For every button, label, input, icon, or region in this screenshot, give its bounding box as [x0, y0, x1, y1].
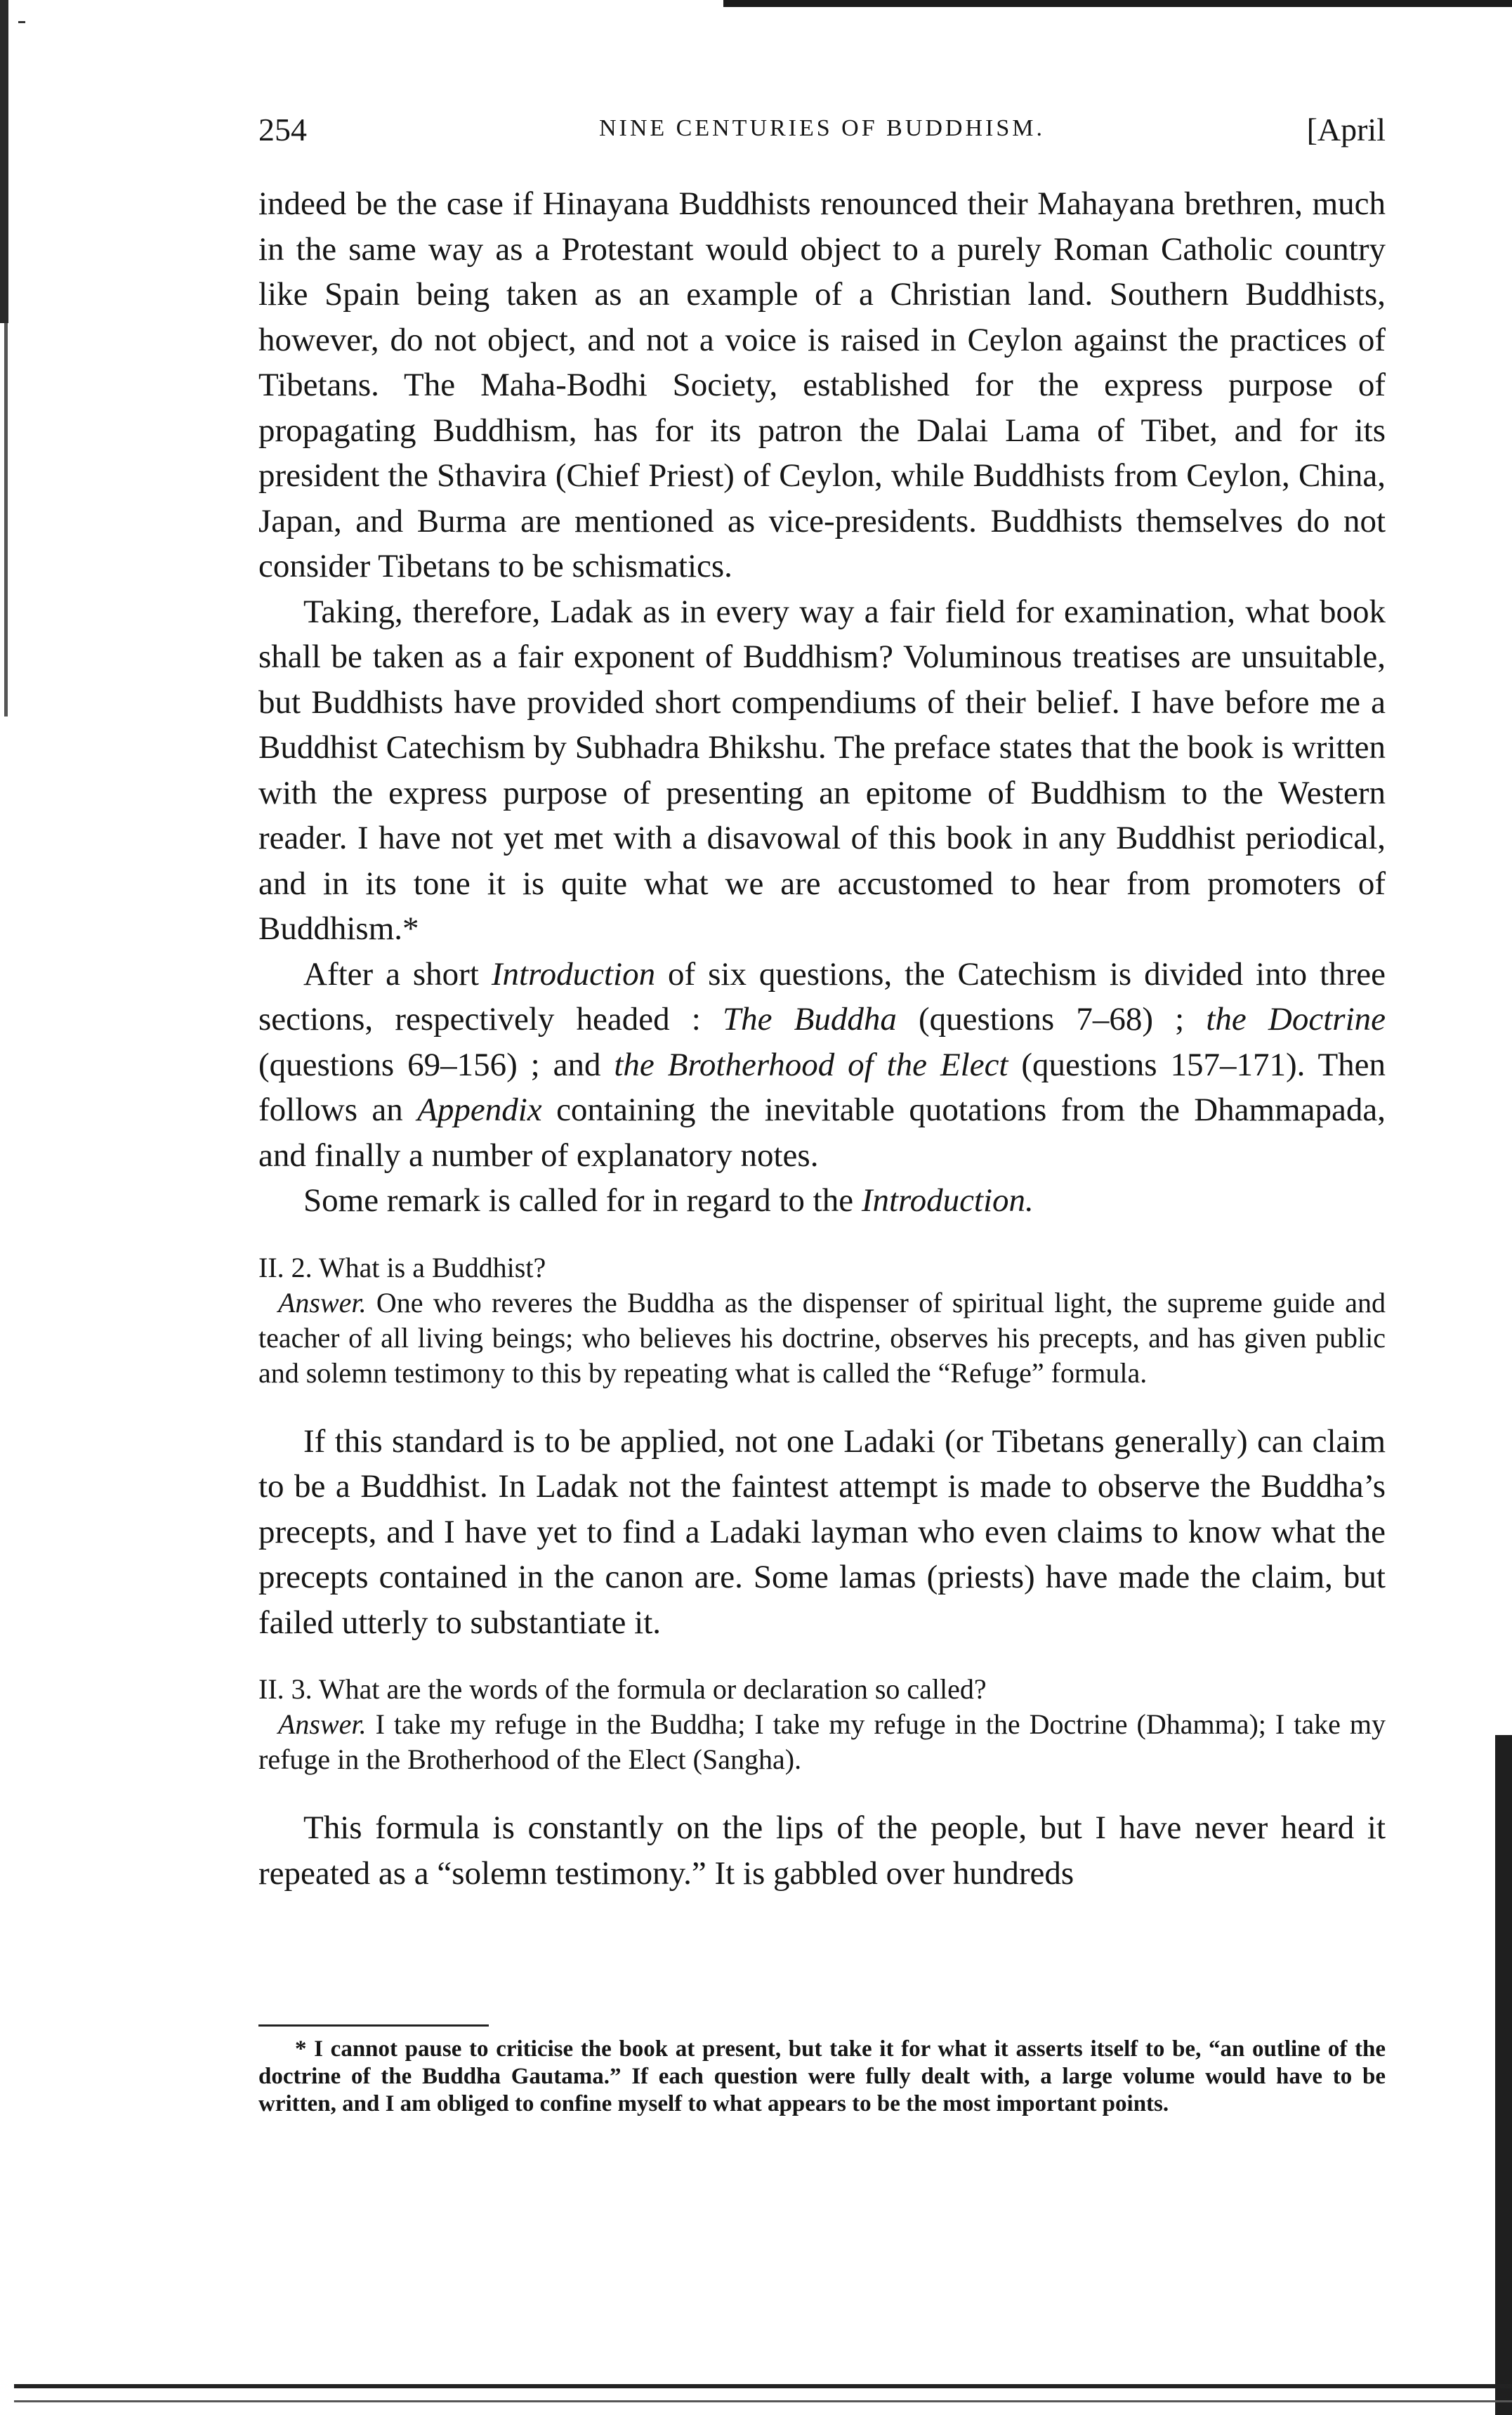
- answer-label: Answer.: [278, 1286, 367, 1318]
- scan-edge-right: [1495, 1735, 1512, 2415]
- paragraph-3: After a short Introduction of six questions, the Catechism is divided into three sections, respectively headed : The Buddha (questions 7–68) ; the Doctrine (questions 69–156) ; and the Brotherhood of the Elect (questions 157–171). Then follows an Appendix containing the inevitable quotations from the Dhammapada, and finally a number of explanatory notes.: [258, 955, 1386, 1174]
- scan-edge-top: [723, 0, 1512, 7]
- catechism-quote-1: [258, 1250, 1386, 1391]
- paragraph-5: If this standard is to be applied, not one Ladaki (or Tibetans generally) can claim to be a Buddhist. In Ladak not the faintest attempt is made to observe the Buddha’s precepts, and I have yet to find a Ladaki layman who even claims to know what the precepts contained in the canon are. Some lamas (priests) have made the claim, but failed utterly to substantiate it.: [258, 1422, 1386, 1641]
- quote-1-answer: Answer. One who reveres the Buddha as the dispenser of spiritual light, the supreme guide and teacher of all living beings; who believes his doctrine, observes his precepts, and has given public and solemn testimony to this by repeating what is called the “Refuge” formula.: [258, 1286, 1386, 1389]
- scan-edge-bottom-thin: [14, 2400, 1512, 2402]
- italic-brotherhood: the Brotherhood of the Elect: [614, 1046, 1008, 1083]
- running-header: [258, 111, 1386, 160]
- header-month: [April: [1306, 112, 1386, 148]
- paragraph-6: This formula is constantly on the lips of the people, but I have never heard it repeated as a “solemn testimony.” It is gabbled over hundreds: [258, 1809, 1386, 1892]
- page-number: 254: [258, 112, 307, 148]
- italic-the-buddha: The Buddha: [722, 1001, 897, 1038]
- answer-label-2: Answer.: [278, 1708, 367, 1740]
- scan-edge-left-lower: [4, 323, 8, 716]
- scan-edge-bottom: [14, 2384, 1512, 2388]
- main-text: [258, 181, 1386, 1896]
- italic-introduction: Introduction: [491, 955, 656, 993]
- footnote: [258, 2036, 1386, 2118]
- paragraph-4: Some remark is called for in regard to the Introduction.: [303, 1182, 1034, 1219]
- footnote-text: * I cannot pause to criticise the book at present, but take it for what it asserts itself to be, “an outline of the doctrine of the Buddha Gautama.” If each question were fully dealt with, a large volume would have to be written, and I am obliged to confine myself to what appears to be the most important points.: [258, 2036, 1386, 2116]
- italic-introduction-2: Introduction.: [861, 1182, 1034, 1219]
- scan-edge-left: [0, 0, 8, 323]
- paragraph-2: Taking, therefore, Ladak as in every way a fair field for examination, what book shall be taken as a fair exponent of Buddhism? Voluminous treatises are unsuitable, but Buddhists have provided short compendiums of their belief. I have before me a Buddhist Catechism by Subhadra Bhikshu. The preface states that the book is written with the express purpose of presenting an epitome of Buddhism to the Western reader. I have not yet met with a disavowal of this book in any Buddhist periodical, and in its tone it is quite what we are accustomed to hear from promoters of Buddhism.*: [258, 593, 1386, 947]
- running-title: NINE CENTURIES OF BUDDHISM.: [598, 115, 1046, 141]
- paragraph-1: indeed be the case if Hinayana Buddhists renounced their Mahayana brethren, much in the same way as a Protestant would object to a purely Roman Catholic country like Spain being taken as an example of a Christian land. Southern Buddhists, however, do not object, and not a voice is raised in Ceylon against the practices of Tibetans. The Maha-Bodhi Society, established for the express purpose of propagating Buddhism, has for its patron the Dalai Lama of Tibet, and for its president the Sthavira (Chief Priest) of Ceylon, while Buddhists from Ceylon, China, Japan, and Burma are mentioned as vice-presidents. Buddhists themselves do not consider Tibetans to be schismatics.: [258, 185, 1386, 584]
- italic-appendix: Appendix: [417, 1092, 542, 1128]
- quote-1-question: II. 2. What is a Buddhist?: [258, 1251, 546, 1283]
- quote-2-answer: Answer. I take my refuge in the Buddha; I take my refuge in the Doctrine (Dhamma); I take my refuge in the Brotherhood of the Elect (Sangha).: [258, 1708, 1386, 1775]
- italic-the-doctrine: the Doctrine: [1206, 1001, 1386, 1038]
- footnote-rule: [258, 2024, 489, 2027]
- scan-mark: [18, 21, 25, 23]
- quote-2-question: II. 3. What are the words of the formula or declaration so called?: [258, 1673, 987, 1705]
- catechism-quote-2: [258, 1672, 1386, 1777]
